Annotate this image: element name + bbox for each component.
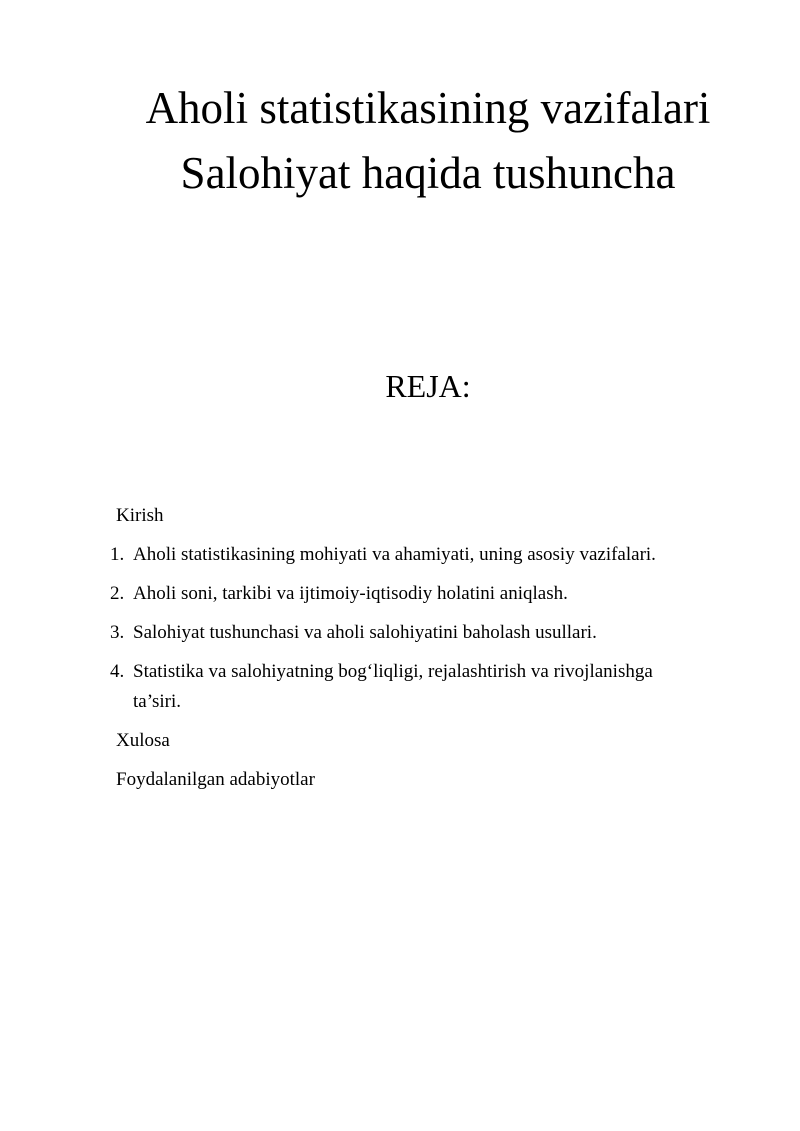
plan-item-text-line-1: Statistika va salohiyatning bog‘liqligi, rejalashtirish va rivojlanishga — [133, 661, 653, 682]
document-title-line-2: Salohiyat haqida tushuncha — [180, 148, 676, 198]
plan-item-text: Aholi statistikasining mohiyati va ahamiyati, uning asosiy vazifalari. — [133, 544, 656, 565]
plan-conclusion: Xulosa — [116, 730, 170, 751]
plan-item-number: 1. — [110, 544, 125, 565]
plan-item-text-line-2: ta’siri. — [133, 691, 182, 712]
plan-item-text: Salohiyat tushunchasi va aholi salohiyatini baholash usullari. — [133, 622, 597, 643]
plan-item-text: Aholi soni, tarkibi va ijtimoiy-iqtisodiy holatini aniqlash. — [133, 583, 568, 604]
plan-heading: REJA: — [385, 368, 471, 404]
plan-references: Foydalanilgan adabiyotlar — [116, 769, 315, 790]
plan-intro: Kirish — [116, 505, 164, 526]
plan-item-number: 4. — [110, 661, 125, 682]
document-title-line-1: Aholi statistikasining vazifalari — [145, 83, 711, 133]
plan-item-number: 2. — [110, 583, 125, 604]
plan-item-number: 3. — [110, 622, 125, 643]
